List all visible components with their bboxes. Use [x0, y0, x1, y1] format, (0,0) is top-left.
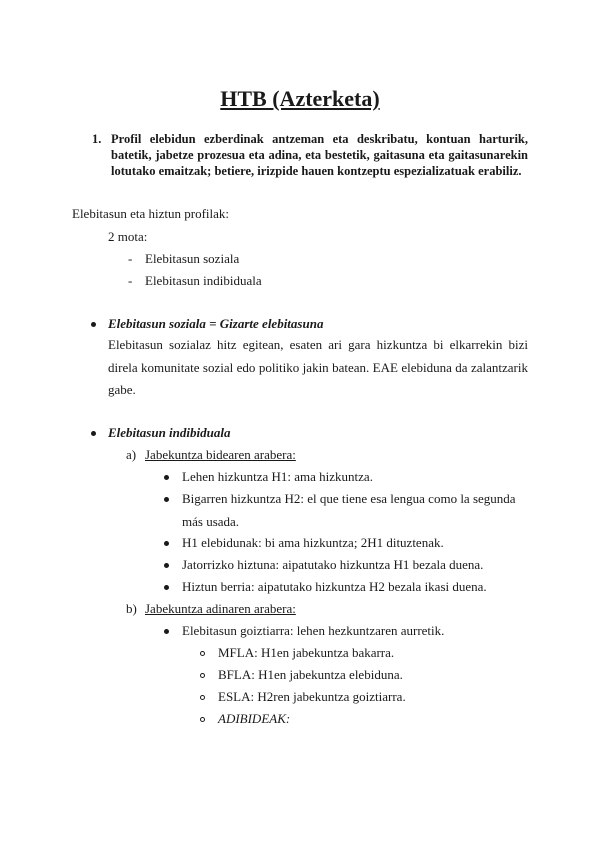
sublist-item: BFLA: H1en jabekuntza elebiduna. — [218, 667, 403, 682]
question-block — [92, 131, 528, 179]
dash-bullet: - — [128, 251, 133, 266]
dash-bullet: - — [128, 273, 133, 288]
section2-heading: Elebitasun indibiduala — [108, 425, 231, 440]
section1-heading: Elebitasun soziala = Gizarte elebitasuna — [108, 316, 324, 331]
question-number: 1. — [92, 132, 102, 146]
bullet-circle — [200, 717, 205, 722]
bullet-dot — [164, 475, 169, 480]
bullet-dot — [91, 322, 96, 327]
list-item: Hiztun berria: aipatutako hizkuntza H2 bezala ikasi duena. — [182, 579, 487, 594]
bullet-dot — [164, 629, 169, 634]
list-item: Elebitasun goiztiarra: lehen hezkuntzaren aurretik. — [182, 623, 445, 638]
sublist-item: ESLA: H2ren jabekuntza goiztiarra. — [218, 689, 406, 704]
bullet-dot — [164, 563, 169, 568]
section1-paragraph: Elebitasun sozialaz hitz egitean, esaten ari gara hizkuntza bi elkarrekin bizi direla komunitate sozial edo politiko jakin batean. EAE elebiduna da zalantzarik gabe. — [108, 337, 528, 397]
list-item-continuation: más usada. — [182, 514, 240, 529]
bullet-dot — [164, 541, 169, 546]
intro-sub: 2 mota: — [108, 229, 148, 244]
sublist-item: MFLA: H1en jabekuntza bakarra. — [218, 645, 395, 660]
list-marker-a: a) — [126, 447, 137, 462]
subsection-b-label: Jabekuntza adinaren arabera: — [145, 601, 296, 616]
intro-item: Elebitasun soziala — [145, 251, 240, 266]
document-title: HTB (Azterketa) — [220, 86, 380, 111]
bullet-dot — [91, 431, 96, 436]
intro-item: Elebitasun indibiduala — [145, 273, 262, 288]
bullet-circle — [200, 695, 205, 700]
list-item: Bigarren hizkuntza H2: el que tiene esa lengua como la segunda — [182, 491, 516, 506]
question-text: Profil elebidun ezberdinak antzeman eta deskribatu, kontuan harturik, batetik, jabetze prozesua eta adina, eta bestetik, gaitasuna eta gaitasunarekin lotutako emaitzak; betiere, irizpide hauen kontzeptu espezializatuak erabiliz. — [111, 132, 528, 178]
bullet-dot — [164, 497, 169, 502]
intro-heading: Elebitasun eta hiztun profilak: — [72, 206, 230, 221]
list-item: Jatorrizko hiztuna: aipatutako hizkuntza H1 bezala duena. — [182, 557, 484, 572]
bullet-circle — [200, 651, 205, 656]
bullet-dot — [164, 585, 169, 590]
bullet-circle — [200, 673, 205, 678]
list-marker-b: b) — [126, 601, 137, 616]
list-item: Lehen hizkuntza H1: ama hizkuntza. — [182, 469, 373, 484]
sublist-item: ADIBIDEAK: — [218, 711, 291, 726]
list-item: H1 elebidunak: bi ama hizkuntza; 2H1 dituztenak. — [182, 535, 444, 550]
subsection-a-label: Jabekuntza bidearen arabera: — [145, 447, 296, 462]
